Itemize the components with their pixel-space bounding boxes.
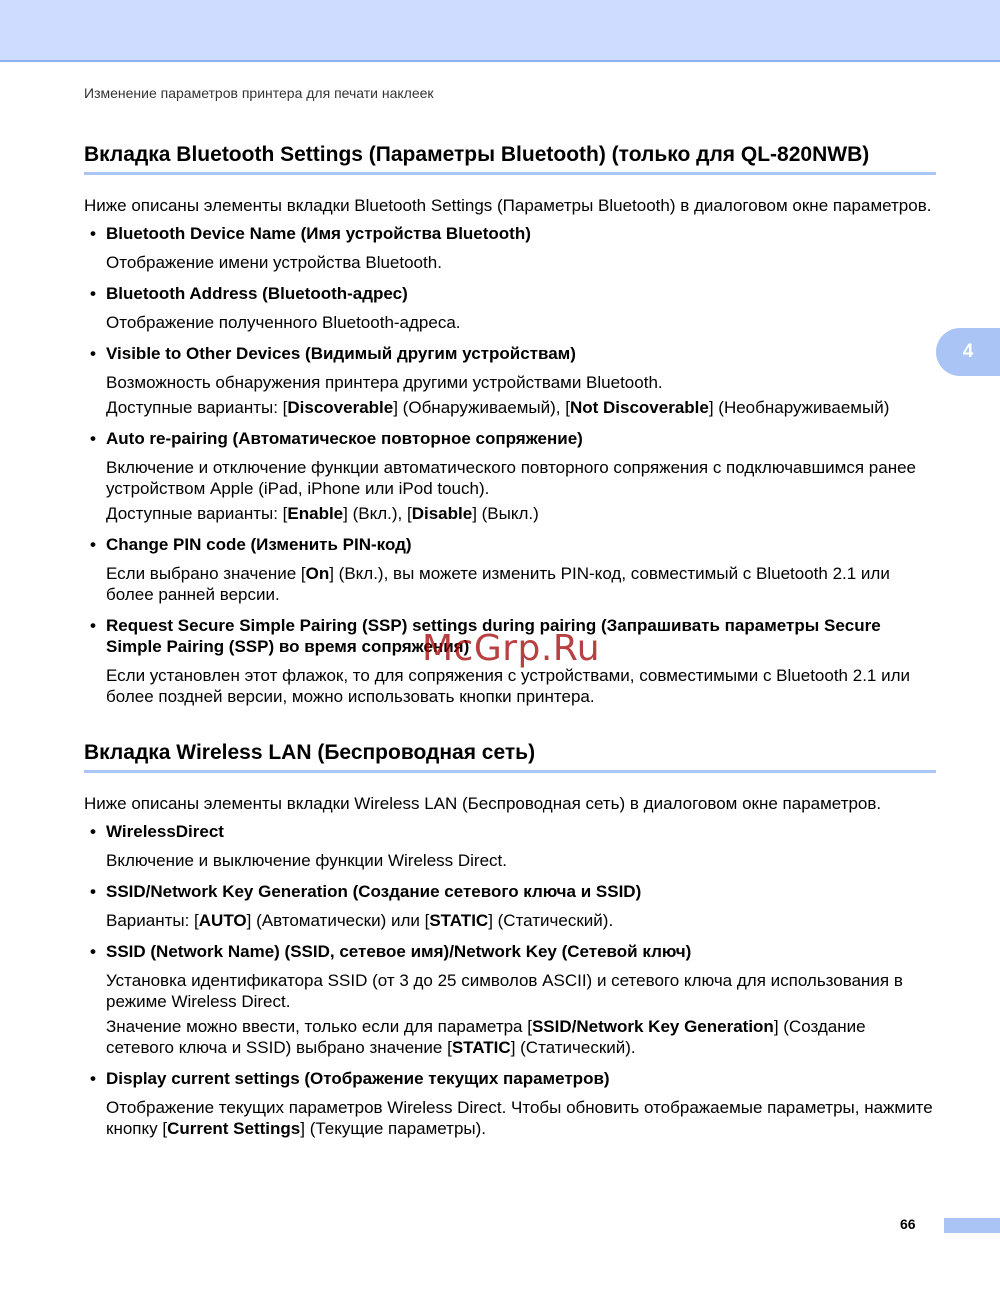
item-options: Доступные варианты: [Enable] (Вкл.), [Disable] (Выкл.) (106, 504, 539, 523)
item-title: WirelessDirect (106, 822, 224, 841)
bullet-icon: • (90, 616, 96, 635)
list-item (84, 881, 936, 941)
list-item (84, 283, 936, 343)
option-value: STATIC (451, 1038, 511, 1057)
item-title: Bluetooth Address (Bluetooth-адрес) (106, 284, 408, 303)
watermark: McGrp.Ru (422, 628, 601, 669)
option-value: On (305, 564, 330, 583)
list-item (84, 223, 936, 283)
item-title: Display current settings (Отображение текущих параметров) (106, 1069, 610, 1088)
bullet-icon: • (90, 1069, 96, 1088)
section-bluetooth (84, 143, 936, 707)
list-item (84, 1068, 936, 1139)
option-value: STATIC (429, 911, 489, 930)
item-desc: Включение и выключение функции Wireless Direct. (106, 851, 507, 870)
bullet-icon: • (90, 535, 96, 554)
item-list (84, 821, 936, 1139)
bullet-icon: • (90, 942, 96, 961)
section-intro: Ниже описаны элементы вкладки Wireless LAN (Беспроводная сеть) в диалоговом окне параметров. (84, 794, 882, 813)
option-value: Current Settings (167, 1119, 301, 1138)
running-header: Изменение параметров принтера для печати наклеек (84, 85, 434, 101)
item-desc: Если выбрано значение [On] (Вкл.), вы можете изменить PIN-код, совместимый с Bluetooth 2.1 или более ранней версии. (106, 564, 890, 604)
section-title: Вкладка Bluetooth Settings (Параметры Bluetooth) (только для QL-820NWB) (84, 143, 936, 175)
option-value: Enable (287, 504, 344, 523)
list-item (84, 428, 936, 534)
bullet-icon: • (90, 429, 96, 448)
item-desc: Включение и отключение функции автоматического повторного сопряжения с подключавшимся ранее устройством Apple (iPad, iPhone или iPod touch). (106, 458, 916, 498)
item-desc: Установка идентификатора SSID (от 3 до 25 символов ASCII) и сетевого ключа для использования в режиме Wireless Direct. (106, 971, 903, 1011)
section-wireless-lan (84, 741, 936, 1139)
option-value: Not Discoverable (569, 398, 709, 417)
item-title: SSID/Network Key Generation (Создание сетевого ключа и SSID) (106, 882, 642, 901)
bullet-icon: • (90, 822, 96, 841)
list-item (84, 821, 936, 881)
item-title: Bluetooth Device Name (Имя устройства Bluetooth) (106, 224, 531, 243)
bullet-icon: • (90, 882, 96, 901)
option-value: SSID/Network Key Generation (531, 1017, 774, 1036)
top-band (0, 0, 1000, 62)
item-title: SSID (Network Name) (SSID, сетевое имя)/Network Key (Сетевой ключ) (106, 942, 692, 961)
item-desc: Если установлен этот флажок, то для сопряжения с устройствами, совместимыми с Bluetooth 2.1 или более поздней версии, можно использовать кнопки принтера. (106, 666, 911, 706)
bullet-icon: • (90, 224, 96, 243)
item-title: Request Secure Simple Pairing (SSP) settings during pairing (Запрашивать параметры Secure Simple Pairing (SSP) во время сопряжения) (106, 616, 881, 656)
page-number-bar (944, 1218, 1000, 1233)
page-number: 66 (900, 1216, 916, 1232)
item-note: Значение можно ввести, только если для параметра [SSID/Network Key Generation] (Создание сетевого ключа и SSID) выбрано значение [STATIC] (Статический). (106, 1017, 866, 1057)
item-desc: Отображение текущих параметров Wireless Direct. Чтобы обновить отображаемые параметры, нажмите кнопку [Current Settings] (Текущие параметры). (106, 1098, 933, 1138)
option-value: AUTO (198, 911, 247, 930)
item-options: Доступные варианты: [Discoverable] (Обнаруживаемый), [Not Discoverable] (Необнаруживаемый) (106, 398, 890, 417)
item-title: Auto re-pairing (Автоматическое повторное сопряжение) (106, 429, 583, 448)
item-options: Варианты: [AUTO] (Автоматически) или [STATIC] (Статический). (106, 911, 614, 930)
item-desc: Отображение полученного Bluetooth-адреса. (106, 313, 461, 332)
list-item (84, 534, 936, 615)
item-desc: Возможность обнаружения принтера другими устройствами Bluetooth. (106, 373, 663, 392)
bullet-icon: • (90, 284, 96, 303)
chapter-tab: 4 (936, 328, 1000, 376)
section-intro: Ниже описаны элементы вкладки Bluetooth Settings (Параметры Bluetooth) в диалоговом окне параметров. (84, 196, 932, 215)
section-title: Вкладка Wireless LAN (Беспроводная сеть) (84, 741, 936, 773)
bullet-icon: • (90, 344, 96, 363)
option-value: Disable (411, 504, 473, 523)
list-item (84, 343, 936, 428)
item-title: Change PIN code (Изменить PIN-код) (106, 535, 412, 554)
item-desc: Отображение имени устройства Bluetooth. (106, 253, 442, 272)
item-title: Visible to Other Devices (Видимый другим устройствам) (106, 344, 576, 363)
list-item (84, 941, 936, 1068)
option-value: Discoverable (287, 398, 394, 417)
